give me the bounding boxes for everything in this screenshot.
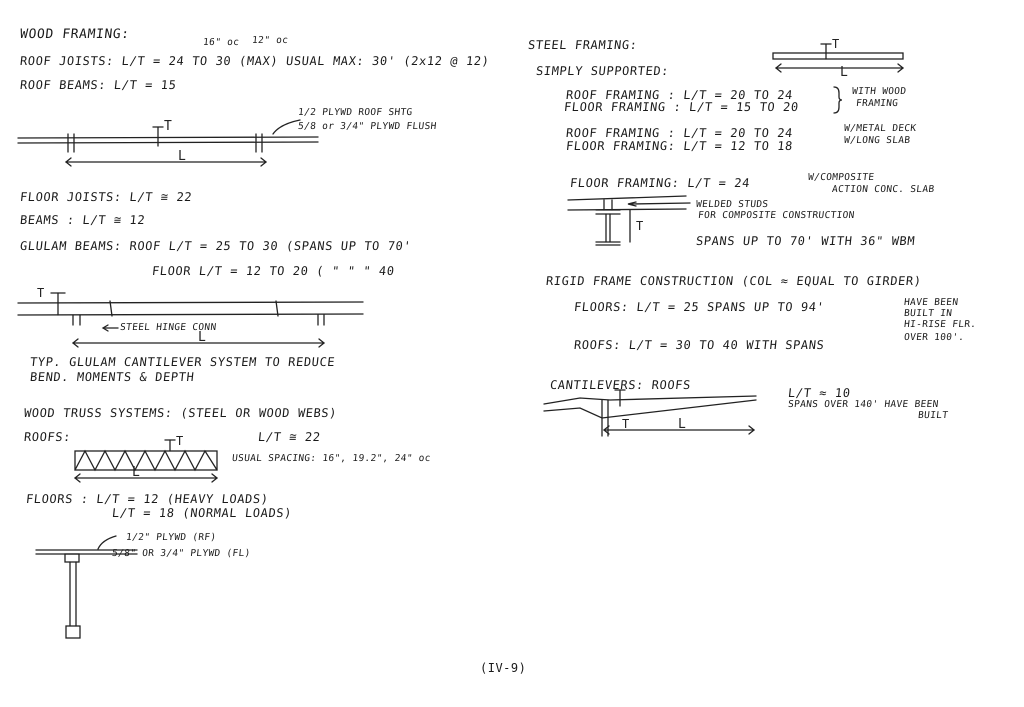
plywd-rf-label: 1/2" PLYWD (RF) bbox=[125, 532, 217, 543]
glulam-floor-text: FLOOR L/T = 12 TO 20 ( " " " 40 bbox=[151, 264, 396, 278]
cantilever-note-2: BEND. MOMENTS & DEPTH bbox=[29, 370, 196, 384]
svg-text:L: L bbox=[178, 149, 186, 164]
floor-joists-text: FLOOR JOISTS: L/T ≅ 22 bbox=[19, 190, 193, 204]
brace-icon bbox=[832, 85, 844, 115]
roof-sheathing-note-1: 1/2 PLYWD ROOF SHTG bbox=[297, 107, 414, 118]
beams-text: BEAMS : L/T ≅ 12 bbox=[19, 213, 146, 227]
svg-text:L: L bbox=[678, 417, 686, 432]
rigid-roofs-text: ROOFS: L/T = 30 TO 40 WITH SPANS bbox=[573, 338, 826, 352]
over-100-label: OVER 100'. bbox=[903, 332, 965, 343]
wood-truss-sketch bbox=[70, 436, 230, 491]
roof-sheathing-note-2: 5/8 or 3/4" PLYWD FLUSH bbox=[297, 121, 438, 132]
svg-text:T: T bbox=[636, 219, 644, 233]
have-been-3: HI-RISE FLR. bbox=[903, 319, 977, 330]
roof-beam-sketch bbox=[18, 110, 338, 180]
with-wood-2: FRAMING bbox=[855, 98, 899, 109]
svg-text:L: L bbox=[132, 465, 140, 480]
cantilevers-heading: CANTILEVERS: ROOFS bbox=[549, 378, 692, 392]
glulam-roof-text: GLULAM BEAMS: ROOF L/T = 25 TO 30 (SPANS UP TO 70' bbox=[19, 239, 412, 253]
plywd-fl-label: 5/8" OR 3/4" PLYWD (FL) bbox=[111, 548, 252, 559]
cantilever-spans-text: SPANS OVER 140' HAVE BEEN bbox=[787, 399, 940, 410]
wood-heading: WOOD FRAMING: bbox=[19, 27, 131, 42]
svg-text:T: T bbox=[176, 434, 184, 448]
truss-roofs-label: ROOFS: bbox=[23, 430, 72, 444]
roof-framing-deck-text: ROOF FRAMING : L/T = 20 TO 24 bbox=[565, 126, 794, 140]
cantilever-note-1: TYP. GLULAM CANTILEVER SYSTEM TO REDUCE bbox=[29, 355, 336, 369]
truss-roofs-ratio: L/T ≅ 22 bbox=[257, 430, 322, 444]
cantilever-ratio-text: L/T ≈ 10 bbox=[787, 386, 852, 400]
cantilever-roof-sketch bbox=[540, 386, 770, 441]
floor-framing-wood-text: FLOOR FRAMING : L/T = 15 TO 20 bbox=[563, 100, 800, 114]
simply-supported-heading: SIMPLY SUPPORTED: bbox=[535, 64, 670, 78]
roof-joists-text: ROOF JOISTS: L/T = 24 TO 30 (MAX) USUAL MAX: 30' (2x12 @ 12) bbox=[19, 54, 491, 68]
long-slab-label: W/LONG SLAB bbox=[843, 135, 911, 146]
truss-spacing-text: USUAL SPACING: 16", 19.2", 24" oc bbox=[231, 453, 432, 464]
floor-composite-text: FLOOR FRAMING: L/T = 24 bbox=[569, 176, 751, 190]
svg-text:T: T bbox=[622, 417, 630, 431]
studs-label-1: WELDED STUDS bbox=[695, 199, 769, 210]
floors-heavy-text: FLOORS : L/T = 12 (HEAVY LOADS) bbox=[25, 492, 270, 506]
rigid-floors-text: FLOORS: L/T = 25 SPANS UP TO 94' bbox=[573, 300, 826, 314]
svg-text:T: T bbox=[164, 119, 172, 134]
roof-framing-wood-text: ROOF FRAMING : L/T = 20 TO 24 bbox=[565, 88, 794, 102]
steel-heading: STEEL FRAMING: bbox=[527, 38, 639, 52]
page-number: (IV-9) bbox=[480, 661, 527, 675]
svg-text:T: T bbox=[832, 37, 840, 51]
composite-beam-sketch bbox=[566, 190, 696, 255]
roof-beams-text: ROOF BEAMS: L/T = 15 bbox=[19, 78, 178, 92]
composite-label-2: ACTION CONC. SLAB bbox=[831, 184, 935, 195]
floor-framing-slab-text: FLOOR FRAMING: L/T = 12 TO 18 bbox=[565, 139, 794, 153]
composite-label-1: W/COMPOSITE bbox=[807, 172, 875, 183]
simple-beam-sketch bbox=[768, 38, 918, 88]
svg-text:T: T bbox=[37, 286, 45, 300]
spacing-16-label: 16" oc bbox=[202, 37, 240, 48]
studs-label-2: FOR COMPOSITE CONSTRUCTION bbox=[697, 210, 856, 221]
steel-hinge-label: STEEL HINGE CONN bbox=[119, 322, 217, 333]
spans-70-text: SPANS UP TO 70' WITH 36" WBM bbox=[695, 234, 916, 248]
svg-text:L: L bbox=[840, 65, 848, 80]
svg-text:L: L bbox=[198, 330, 206, 345]
have-been-2: BUILT IN bbox=[903, 308, 953, 319]
have-been-1: HAVE BEEN bbox=[903, 297, 959, 308]
spacing-12-label: 12" oc bbox=[251, 35, 289, 46]
metal-deck-label: W/METAL DECK bbox=[843, 123, 917, 134]
glulam-cantilever-sketch bbox=[18, 285, 368, 355]
floors-normal-text: L/T = 18 (NORMAL LOADS) bbox=[111, 506, 293, 520]
rigid-frame-heading: RIGID FRAME CONSTRUCTION (COL ≈ EQUAL TO GIRDER) bbox=[545, 274, 923, 288]
truss-heading: WOOD TRUSS SYSTEMS: (STEEL OR WOOD WEBS) bbox=[23, 406, 338, 420]
cantilever-built-text: BUILT bbox=[917, 410, 949, 421]
with-wood-1: WITH WOOD bbox=[851, 86, 907, 97]
